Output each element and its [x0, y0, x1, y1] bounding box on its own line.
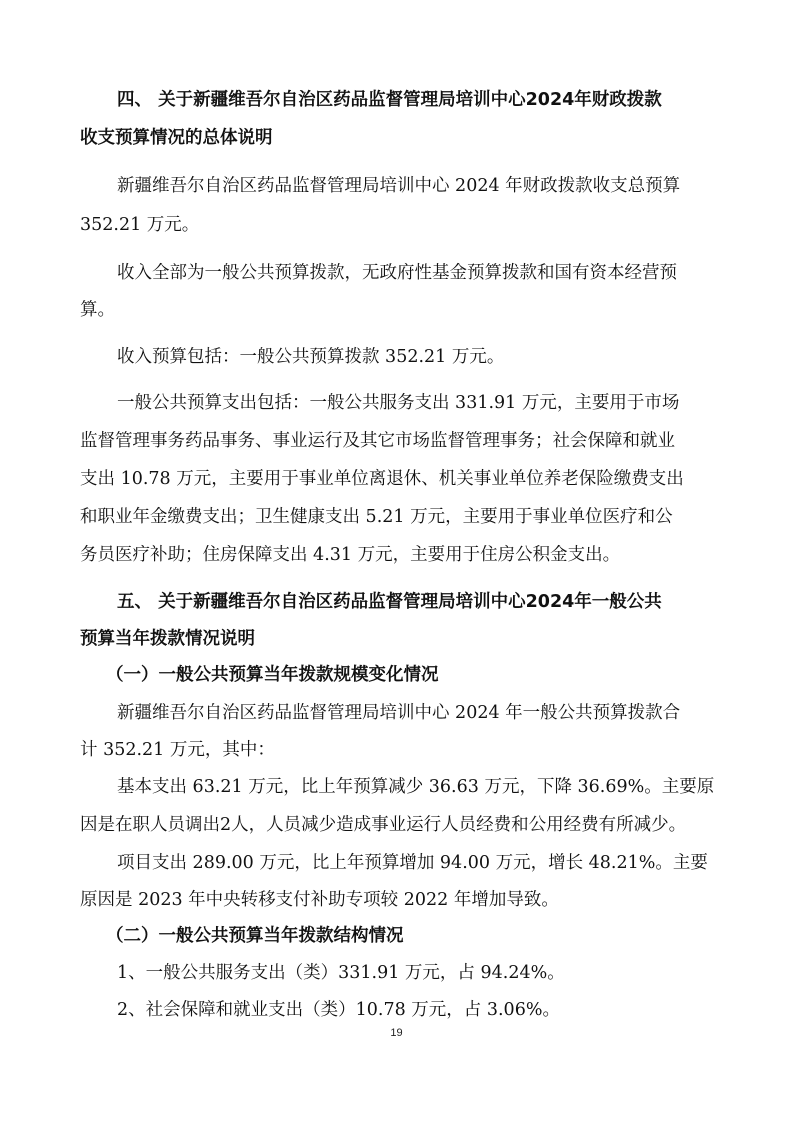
subsection-1-heading: （一）一般公共预算当年拨款规模变化情况 [106, 665, 439, 685]
section-4-paragraph-2-line-1: 收入全部为一般公共预算拨款，无政府性基金预算拨款和国有资本经营预 [117, 263, 677, 283]
section-5-paragraph-2-line-2: 因是在职人员调出2人，人员减少造成事业运行人员经费和公用经费有所减少。 [80, 815, 687, 835]
section-4-heading-line-2: 收支预算情况的总体说明 [80, 128, 273, 148]
section-4-paragraph-2-line-2: 算。 [80, 300, 115, 320]
structure-item-2: 2、社会保障和就业支出（类）10.78 万元，占 3.06%。 [117, 1000, 560, 1020]
section-4-paragraph-1-line-2: 352.21 万元。 [80, 215, 200, 235]
page-number: 19 [390, 1027, 403, 1039]
section-4-paragraph-4-line-2: 监督管理事务药品事务、事业运行及其它市场监督管理事务；社会保障和就业 [80, 431, 675, 451]
section-4-paragraph-3-line-1: 收入预算包括：一般公共预算拨款 352.21 万元。 [117, 347, 505, 367]
section-5-paragraph-1-line-1: 新疆维吾尔自治区药品监督管理局培训中心 2024 年一般公共预算拨款合 [117, 703, 681, 723]
section-5-paragraph-3-line-2: 原因是 2023 年中央转移支付补助专项较 2022 年增加导致。 [80, 890, 559, 910]
structure-item-1: 1、一般公共服务支出（类）331.91 万元，占 94.24%。 [117, 963, 565, 983]
section-5-heading-line-2: 预算当年拨款情况说明 [80, 629, 255, 649]
section-4-paragraph-4-line-4: 和职业年金缴费支出；卫生健康支出 5.21 万元，主要用于事业单位医疗和公 [80, 507, 673, 527]
subsection-2-heading: （二）一般公共预算当年拨款结构情况 [106, 926, 404, 946]
section-4-paragraph-1-line-1: 新疆维吾尔自治区药品监督管理局培训中心 2024 年财政拨款收支总预算 [117, 176, 681, 196]
section-4-paragraph-4-line-1: 一般公共预算支出包括：一般公共服务支出 331.91 万元，主要用于市场 [117, 393, 680, 413]
section-5-paragraph-2-line-1: 基本支出 63.21 万元，比上年预算减少 36.63 万元，下降 36.69%。主要原 [117, 777, 715, 797]
section-4-paragraph-4-line-5: 务员医疗补助；住房保障支出 4.31 万元，主要用于住房公积金支出。 [80, 545, 621, 565]
section-4-heading-line-1: 四、 关于新疆维吾尔自治区药品监督管理局培训中心2024年财政拨款 [117, 90, 662, 110]
section-4-paragraph-4-line-3: 支出 10.78 万元，主要用于事业单位离退休、机关事业单位养老保险缴费支出 [80, 469, 684, 489]
section-5-heading-line-1: 五、 关于新疆维吾尔自治区药品监督管理局培训中心2024年一般公共 [117, 592, 662, 612]
section-5-paragraph-3-line-1: 项目支出 289.00 万元，比上年预算增加 94.00 万元，增长 48.21%。主要 [117, 853, 708, 873]
section-5-paragraph-1-line-2: 计 352.21 万元，其中： [80, 740, 275, 760]
